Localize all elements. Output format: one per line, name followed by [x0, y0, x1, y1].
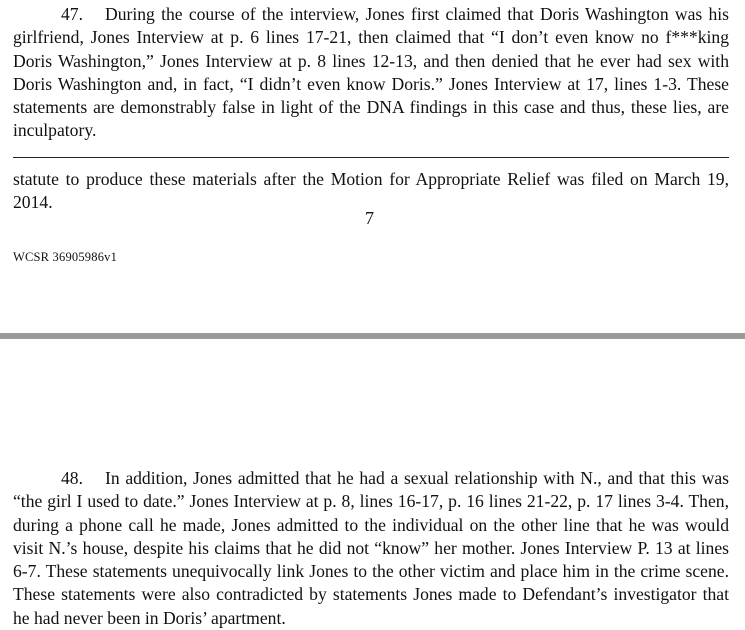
paragraph-47-text: During the course of the interview, Jones first claimed that Doris Washington was his girlfriend, Jones Interview at p. 6 lines 17-21, then claimed that “I don’t even know no f***king Doris Washington,” Jones Interview at p. 8 lines 12-13, and then denied that he ever had sex with Doris Washington and, in fact, “I didn’t even know Doris.” Jones Interview at 17, lines 1-3. These statements are demonstrably false in light of the DNA findings in this case and thus, these lies, are inculpatory.	[13, 4, 729, 141]
paragraph-48-number: 48.	[61, 468, 83, 488]
paragraph-48	[13, 467, 729, 630]
page-number-value: 7	[365, 208, 374, 228]
paragraph-47	[13, 3, 729, 143]
page-number	[0, 208, 745, 229]
document-id: WCSR 36905986v1	[13, 250, 118, 264]
paragraph-47-number: 47.	[61, 4, 83, 24]
footnote-text: statute to produce these materials after the Motion for Appropriate Relief was filed on March 19, 2014.	[13, 169, 729, 213]
footnote-separator	[13, 157, 729, 158]
paragraph-48-text: In addition, Jones admitted that he had a sexual relationship with N., and that this was “the girl I used to date.” Jones Interview at p. 8, lines 16-17, p. 16 lines 21-22, p. 17 lines 3-4. Then, during a phone call he made, Jones admitted to the individual on the other line that he was would visit N.’s house, despite his claims that he did not “know” her mother. Jones Interview P. 13 at lines 6-7. These statements unequivocally link Jones to the other victim and place him in the crime scene. These statements were also contradicted by statements Jones made to Defendant’s investigator that he had never been in Doris’ apartment.	[13, 468, 729, 628]
